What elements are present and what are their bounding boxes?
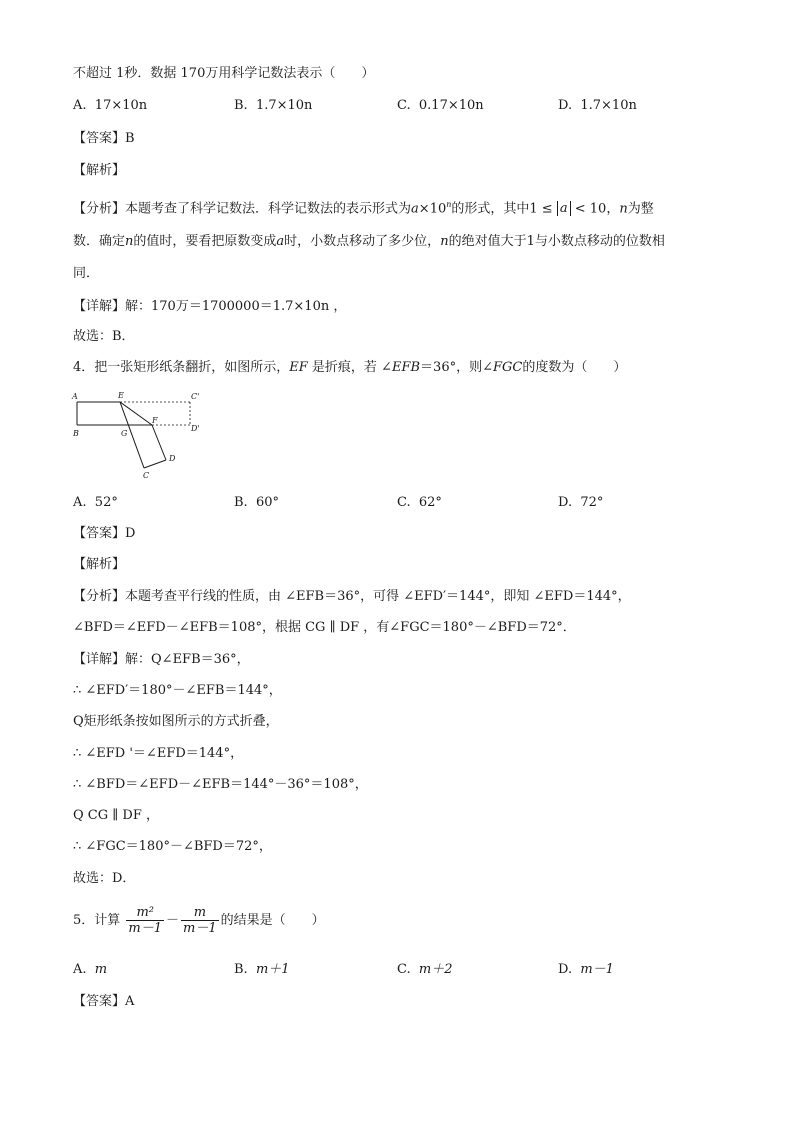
label-e: E: [118, 391, 124, 400]
q4-detail-line-4: ∴ ∠EFD '＝∠EFD＝144°，: [73, 746, 244, 761]
q4-option-d: D. 72°: [558, 495, 604, 510]
q4-detail-line-7: ∴ ∠FGC＝180°－∠BFD＝72°，: [73, 839, 272, 854]
q4-detail-line-5: ∴ ∠BFD＝∠EFD－∠EFB＝144°－36°＝108°，: [73, 777, 368, 792]
q3-detail: 【详解】解：170万＝1700000＝1.7×10n ，: [73, 299, 347, 314]
q5-option-d: D. m－1: [558, 962, 614, 977]
label-b: B: [73, 429, 79, 438]
q4-option-a: A. 52°: [73, 495, 118, 510]
q5-answer: 【答案】A: [73, 994, 135, 1009]
q4-detail-line-6: Q CG ∥ DF ，: [73, 808, 159, 823]
label-d-prime: D': [191, 424, 200, 433]
edge-cd: [144, 460, 166, 468]
q3-fenxi-line-2: 数．确定n的值时，要看把原数变成a时，小数点移动了多少位，n的绝对值大于1与小数点移动的位数相: [73, 234, 665, 249]
q5-fraction-1: $\frac{\text{m²}}{m-1}$: [128, 905, 163, 936]
q4-detail-line-2: ∴ ∠EFD′＝180°－∠EFB＝144°，: [73, 683, 282, 698]
q4-fenxi-line-2: ∠BFD＝∠EFD－∠EFB＝108°，根据 CG ∥ DF ，有∠FGC＝180°－∠BFD＝72°．: [73, 620, 576, 635]
q4-choose: 故选：D．: [73, 871, 136, 886]
q3-option-a: A. 17×10n: [73, 98, 148, 113]
label-c-prime: C': [191, 392, 200, 401]
q5-option-a: A. m: [73, 962, 108, 977]
q4-fenxi-line-1: 【分析】本题考查平行线的性质，由 ∠EFB＝36°，可得 ∠EFD′＝144°，即知 ∠EFD＝144°，: [73, 589, 631, 604]
label-a: A: [72, 392, 78, 401]
q3-analysis-label: 【解析】: [73, 163, 126, 178]
q3-fenxi-line-3: 同．: [73, 266, 100, 281]
q4-option-c: C. 62°: [397, 495, 442, 510]
q5-option-b: B. m＋1: [234, 962, 290, 977]
q3-fenxi-line-1: 【分析】本题考查了科学记数法．科学记数法的表示形式为$a\times 10^n$的形式，其中1 ≤ a < 10，n为整: [73, 200, 654, 217]
label-g: G: [121, 429, 128, 438]
edge-fd: [152, 425, 166, 460]
q4-analysis-label: 【解析】: [73, 557, 126, 572]
q4-option-b: B. 60°: [234, 495, 279, 510]
q3-option-d: D. 1.7×10n: [558, 98, 637, 113]
fold-ef: [120, 402, 152, 425]
q3-option-c: C. 0.17×10n: [397, 98, 484, 113]
q4-detail-line-3: Q矩形纸条按如图所示的方式折叠，: [73, 714, 279, 729]
label-c: C: [143, 471, 150, 480]
label-d: D: [169, 454, 176, 463]
q3-answer: 【答案】B: [73, 131, 135, 146]
q3-choose: 故选：B．: [73, 329, 135, 344]
q3-stem-tail: 不超过 1秒．数据 170万用科学记数法表示（ ）: [73, 66, 375, 81]
q4-answer: 【答案】D: [73, 526, 136, 541]
q4-detail-line-1: 【详解】解：Q∠EFB＝36°，: [73, 652, 250, 667]
label-f: F: [152, 416, 158, 425]
q5-fraction-2: $\frac{m}{m-1}$: [183, 905, 217, 936]
q3-option-b: B. 1.7×10n: [234, 98, 313, 113]
folded-strip-figure: [70, 388, 210, 480]
q4-stem: 4．把一张矩形纸条翻折，如图所示，EF 是折痕，若 ∠EFB＝36°，则∠FGC的度数为（ ）: [73, 360, 627, 375]
q5-option-c: C. m＋2: [397, 962, 453, 977]
q5-stem: 5．计算 $\frac{\text{m²}}{m-1}$ － $\frac{m}{m-1}$ 的结果是（ ）: [73, 905, 325, 936]
